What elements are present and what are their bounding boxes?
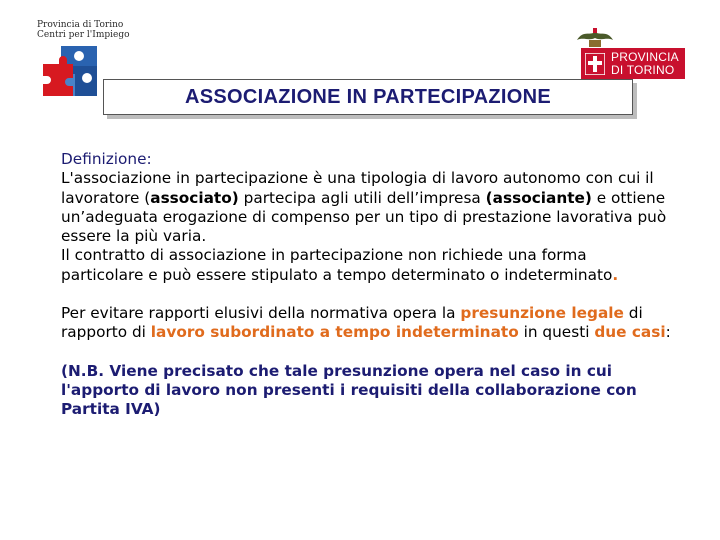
definition-text-1: L'associazione in partecipazione è una tipologia di lavoro autonomo con cui il lavoratore (: [61, 169, 654, 207]
presumption-text-1: Per evitare rapporti elusivi della normativa opera la: [61, 304, 461, 323]
presumption-highlight-3: due casi: [594, 323, 666, 342]
definition-text-2: partecipa agli utili dell’impresa: [238, 188, 486, 207]
presumption-text-3: in questi: [518, 323, 595, 342]
presumption-highlight-2: lavoro subordinato a tempo indeterminato: [150, 323, 519, 342]
definition-text-3: e ottiene un’adeguata erogazione di compenso per un tipo di prestazione lavorativa può essere la più varia.: [61, 188, 667, 246]
definition-paragraph: [61, 150, 671, 285]
presumption-highlight-1: presunzione legale: [460, 304, 624, 323]
org-name-line2: Centri per l'Impiego: [37, 30, 130, 40]
brand-box: [581, 48, 685, 79]
org-name-line1: Provincia di Torino: [37, 20, 124, 30]
crest-icon: [575, 28, 615, 48]
page-title: ASSOCIAZIONE IN PARTECIPAZIONE: [184, 86, 552, 108]
brand-text: [611, 51, 679, 77]
brand-line2: DI TORINO: [611, 63, 675, 77]
term-associato: associato): [150, 188, 239, 207]
puzzle-icon: [37, 44, 99, 100]
term-associante: (associante): [485, 188, 592, 207]
title-box: [103, 79, 633, 115]
presumption-paragraph: [61, 304, 671, 343]
presumption-text-4: :: [665, 323, 671, 342]
cross-icon: [585, 53, 605, 75]
definition-label: Definizione:: [61, 150, 152, 168]
definition-text-4: Il contratto di associazione in partecipazione non richiede una forma particolare e può essere stipulato a tempo determinato o indeterminato: [61, 246, 613, 284]
definition-text-4-end: .: [612, 265, 619, 284]
note-paragraph: (N.B. Viene precisato che tale presunzione opera nel caso in cui l'apporto di lavoro non presenti i requisiti della collaborazione con Partita IVA): [61, 361, 637, 419]
presumption-text-2: di rapporto di: [61, 304, 643, 342]
content-body: [61, 150, 671, 420]
provincia-torino-logo: [575, 28, 687, 80]
brand-line1: PROVINCIA: [611, 50, 679, 64]
